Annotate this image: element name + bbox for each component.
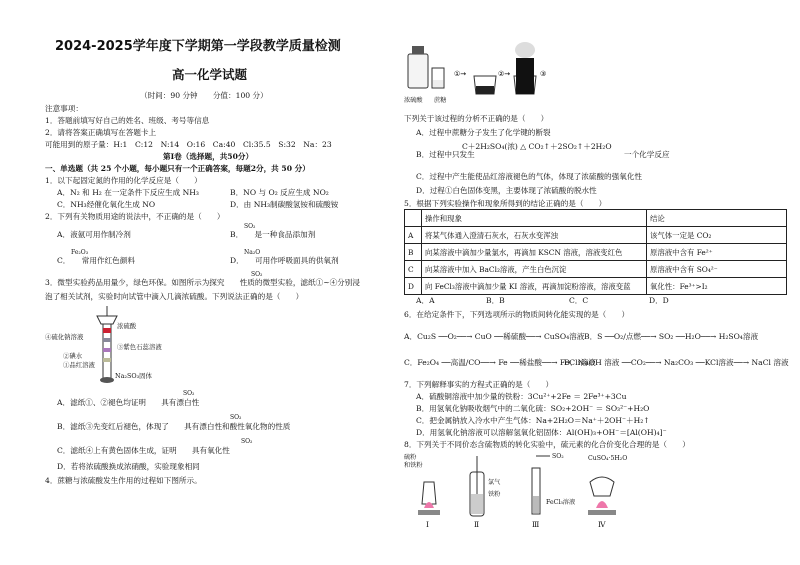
q8-label-sulfur: 硫粉	[404, 454, 417, 461]
q3-label-1: ①品红溶液	[63, 361, 95, 369]
table-header-cell	[405, 210, 422, 227]
q3-c-formula: SO₂	[241, 438, 253, 445]
table-cell: 向某溶液中加入 BaCl₂溶液，产生白色沉淀	[422, 261, 647, 278]
table-cell: A	[405, 227, 422, 244]
q3-option-c: C．滤纸④上有黄色固体生成，证明 具有氧化性	[57, 446, 230, 455]
q8-label-cuso4: CuSO₄·5H₂O	[588, 455, 628, 462]
q5-stem: 5．根据下列实验操作和现象所得到的结论正确的是（ ）	[404, 199, 607, 208]
q5-option-b: B．B	[486, 296, 505, 305]
q3-stem-line2: 泡了相关试剂，实验时向试管中滴入几滴浓硫酸。下列说法正确的是（ ）	[45, 292, 304, 301]
left-column	[45, 0, 400, 565]
q4-label-sucrose: 蔗糖	[434, 97, 447, 104]
q4-option-b-tail: 一个化学反应	[624, 150, 670, 159]
svg-text:③: ③	[540, 70, 547, 78]
q3-b-formula: SO₂	[230, 414, 242, 421]
table-header-cell: 结论	[647, 210, 787, 227]
q6-option-d: D．NaOH 溶液 ──CO₂──→ Na₂CO₃ ──KCl溶液──→ NaCl 溶液	[564, 358, 789, 367]
q2-option-b: B． 是一种食品添加剂	[230, 230, 316, 239]
table-cell: 原溶液中含有 Fe²⁺	[647, 244, 787, 261]
q5-table	[404, 209, 787, 295]
q4-option-d: D．过程①白色固体变黑，主要体现了浓硫酸的脱水性	[416, 186, 597, 195]
notes-heading: 注意事项：	[45, 104, 83, 113]
q4-option-a: A．过程中蔗糖分子发生了化学键的断裂	[416, 128, 551, 137]
q3-label-solid: Na₂SO₃固体	[115, 372, 152, 380]
q7-option-c: C．把金属钠放入冷水中产生气体：Na+2H₂O＝Na⁺＋2OH⁻＋H₂↑	[416, 416, 650, 425]
table-header-cell: 操作和现象	[422, 210, 647, 227]
table-cell: D	[405, 278, 422, 295]
q8-label-so2: SO₂	[552, 453, 564, 460]
q2-b-formula: SO₂	[244, 223, 256, 230]
q5-option-d: D．D	[649, 296, 669, 305]
q6-option-c: C．Fe₂O₄ ──高温/CO──→ Fe ──稀盐酸──→ FeCl₃溶液	[404, 358, 596, 367]
q7-option-b: B．用氢氧化钠吸收烟气中的二氧化硫：SO₂+2OH⁻ ＝ SO₃²⁻+H₂O	[416, 404, 650, 413]
q3-option-b: B．滤纸③先变红后褪色，体现了 具有漂白性和酸性氧化物的性质	[57, 422, 291, 431]
table-cell: 向 FeCl₃溶液中滴加少量 KI 溶液，再滴加淀粉溶液，溶液变蓝	[422, 278, 647, 295]
q3-label-4: ④硫化钠溶液	[45, 333, 84, 341]
q4-label-acid: 浓硫酸	[404, 97, 423, 104]
q5-option-c: C．C	[569, 296, 589, 305]
q2-option-a: A．液氨可用作制冷剂	[57, 230, 131, 239]
table-cell: C	[405, 261, 422, 278]
q2-stem: 2．下列有关物质用途的说法中，不正确的是（ ）	[45, 212, 225, 221]
q3-label-acid: 浓硫酸	[117, 322, 137, 330]
q1-option-d: D．由 NH₃制碳酸氢铵和硫酸铵	[230, 200, 339, 209]
q2-c-formula: Fe₂O₃	[71, 249, 89, 256]
table-row	[405, 227, 787, 244]
table-cell: 原溶液中含有 SO₄²⁻	[647, 261, 787, 278]
exam-meta: （时间：90 分钟 分值：100 分）	[140, 91, 268, 100]
exam-title: 2024-2025学年度下学期第一学段教学质量检测	[55, 39, 341, 54]
q8-stem: 8．下列关于不同价态含硫物质的转化实验中，硫元素的化合价变化合理的是（ ）	[404, 440, 690, 449]
q4-sucrose-figure	[404, 36, 554, 98]
notes-item-1: 1．答题前填写好自己的姓名、班级、考号等信息	[45, 116, 210, 125]
q8-label-iron: 铁粉	[488, 491, 501, 498]
table-cell: 向某溶液中滴加少量氯水，再滴加 KSCN 溶液，溶液变红色	[422, 244, 647, 261]
q2-option-c: C． 常用作红色颜料	[57, 256, 135, 265]
svg-text:②→: ②→	[498, 70, 511, 78]
q4-question: 下列关于该过程的分析不正确的是（ ）	[404, 114, 549, 123]
q3-option-a: A．滤纸①、②褪色均证明 具有漂白性	[57, 398, 200, 407]
table-cell: 将某气体通入澄清石灰水，石灰水变浑浊	[422, 227, 647, 244]
table-row	[405, 261, 787, 278]
q7-option-d: D．用氢氧化钠溶液可以溶解氢氧化铝固体：Al(OH)₃+OH⁻＝[Al(OH)₄]⁻	[416, 428, 667, 437]
q3-label-3: ③紫色石蕊溶液	[117, 343, 162, 351]
q3-label-2: ②碘水	[63, 352, 83, 360]
q5-option-a: A．A	[416, 296, 435, 305]
q3-a-formula: SO₂	[183, 390, 195, 397]
q1-option-c: C．NH₃经催化氧化生成 NO	[57, 200, 156, 209]
q7-option-a: A．硫酸铜溶液中加少量的铁粉：3Cu²⁺+2Fe ＝ 2Fe³⁺+3Cu	[416, 392, 627, 401]
exam-subtitle: 高一化学试题	[172, 67, 248, 82]
q2-d-formula: Na₂O	[244, 249, 261, 256]
svg-text:①→: ①→	[454, 70, 467, 78]
section-heading: 一、单选题（共 25 个小题，每小题只有一个正确答案，每题2分，共 50 分）	[45, 164, 310, 173]
q3-stem-formula: SO₂	[251, 271, 263, 278]
q1-option-b: B．NO 与 O₂ 反应生成 NO₂	[230, 188, 329, 197]
q8-numeral-3: Ⅲ	[532, 520, 540, 529]
q8-label-iron-mix: 和铁粉	[404, 462, 423, 469]
table-header-row	[405, 210, 787, 227]
q2-option-d: D． 可用作呼吸面具的供氧剂	[230, 256, 339, 265]
q8-label-chlorine: 氯气	[488, 479, 501, 486]
q8-numeral-1: Ⅰ	[426, 520, 429, 529]
q4-option-b: B．过程中只发生	[416, 150, 475, 159]
q6-option-b: B．S ──O₂/点燃──→ SO₂ ──H₂O──→ H₂SO₄溶液	[584, 332, 759, 341]
table-cell: B	[405, 244, 422, 261]
q4-option-c: C．过程中产生能使品红溶液褪色的气体，体现了浓硫酸的强氧化性	[416, 172, 643, 181]
q6-stem: 6．在给定条件下，下列选项所示的物质间转化能实现的是（ ）	[404, 310, 630, 319]
q8-numeral-4: Ⅳ	[598, 520, 606, 529]
q4-stem: 4．蔗糖与浓硫酸发生作用的过程如下图所示。	[45, 476, 202, 485]
q8-label-fecl3: FeCl₃溶液	[546, 499, 576, 506]
table-cell: 该气体一定是 CO₂	[647, 227, 787, 244]
q6-option-a: A．Cu₂S ──O₂──→ CuO ──稀硫酸──→ CuSO₄溶液	[404, 332, 585, 341]
q1-option-a: A．N₂ 和 H₂ 在一定条件下反应生成 NH₃	[57, 188, 199, 197]
table-row	[405, 244, 787, 261]
table-row	[405, 278, 787, 295]
q8-numeral-2: Ⅱ	[474, 520, 480, 529]
right-column	[404, 0, 789, 565]
atomic-mass: 可能用到的原子量：H:1 C:12 N:14 O:16 Ca:40 Cl:35.5 S:32 Na：23	[45, 140, 332, 149]
table-cell: 氧化性：Fe³⁺>I₂	[647, 278, 787, 295]
q3-option-d: D．若将浓硫酸换成浓硝酸，实验现象相同	[57, 462, 200, 471]
q4-b-equation: C＋2H₂SO₄(浓) △ CO₂↑＋2SO₂↑＋2H₂O	[462, 142, 612, 151]
notes-item-2: 2．请将答案正确填写在答题卡上	[45, 128, 157, 137]
q3-stem-line1: 3．微型实验药品用量少，绿色环保。如图所示为探究 性质的微型实验，滤纸①~④分别浸	[45, 278, 360, 287]
q7-stem: 7．下列解释事实的方程式正确的是（ ）	[404, 380, 554, 389]
q1-stem: 1．以下起固定氮的作用的化学反应是（ ）	[45, 176, 202, 185]
part1-heading: 第Ⅰ卷（选择题，共50分）	[163, 152, 254, 161]
